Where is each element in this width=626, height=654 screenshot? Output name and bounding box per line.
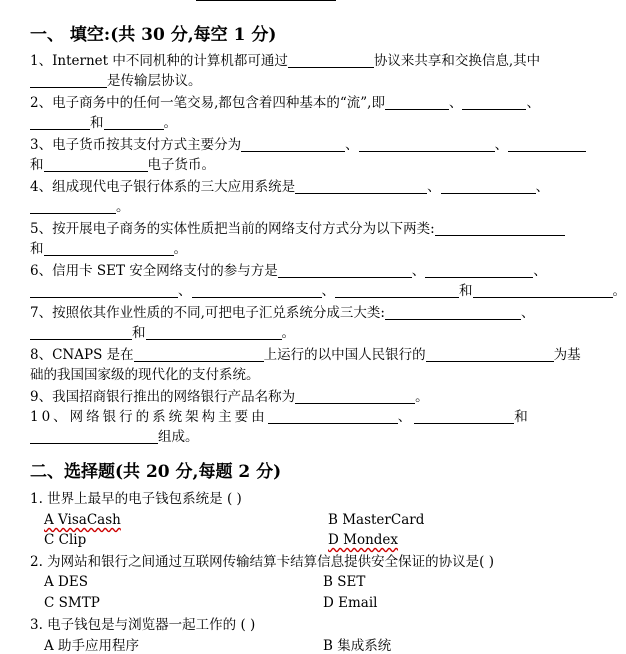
choice-2-option-b: B SET <box>323 574 366 590</box>
question-8-line-1: 8、CNAPS 是在 上运行的以中国人民银行的 为基 <box>30 347 581 363</box>
top-rule <box>196 0 336 1</box>
question-4-line-1: 4、组成现代电子银行体系的三大应用系统是 、 、 <box>30 179 550 195</box>
question-6-line-2: 、 、 和 。 <box>30 282 626 300</box>
choice-1-option-b: B MasterCard <box>328 512 425 528</box>
question-8-line-2: 础的我国国家级的现代化的支付系统。 <box>30 367 260 383</box>
question-10-line-2: 组成。 <box>30 428 199 446</box>
section-2-title: 二、选择题(共 20 分,每题 2 分) <box>30 462 282 482</box>
question-5-line-2: 和 。 <box>30 241 187 257</box>
choice-1-option-a: A VisaCash <box>44 512 121 528</box>
choice-question-1: 1. 世界上最早的电子钱包系统是 ( ) <box>30 491 242 507</box>
choice-3-option-b: B 集成系统 <box>323 638 392 654</box>
question-7-line-2: 和 。 <box>30 324 295 342</box>
question-3-line-1: 3、电子货币按其支付方式主要分为 、 、 <box>30 136 586 154</box>
choice-1-option-d: D Mondex <box>328 532 399 548</box>
question-4-line-2: 。 <box>30 198 130 216</box>
section-1-title: 一、 填空:(共 30 分,每空 1 分) <box>30 25 277 45</box>
choice-1-option-c: C Clip <box>44 532 87 548</box>
question-6-line-1: 6、信用卡 SET 安全网络支付的参与方是 、 、 <box>30 263 547 279</box>
question-2-line-1: 2、电子商务中的任何一笔交易,都包含着四种基本的“流”,即 、 、 <box>30 95 540 111</box>
choice-3-option-a: A 助手应用程序 <box>44 638 140 654</box>
choice-2-option-a: A DES <box>44 574 88 590</box>
question-7-line-1: 7、按照依其作业性质的不同,可把电子汇兑系统分成三大类: 、 <box>30 305 535 321</box>
question-5-line-1: 5、按开展电子商务的实体性质把当前的网络支付方式分为以下两类: <box>30 220 565 238</box>
question-2-line-2: 和 。 <box>30 114 177 132</box>
question-1-line-2: 是传输层协议。 <box>30 72 202 90</box>
choice-question-2: 2. 为网站和银行之间通过互联网传输结算卡结算信息提供安全保证的协议是( ) <box>30 554 494 570</box>
choice-2-option-c: C SMTP <box>44 595 100 611</box>
question-9-line-1: 9、我国招商银行推出的网络银行产品名称为 。 <box>30 389 429 405</box>
question-1-line-1: 1、Internet 中不同机种的计算机都可通过 协议来共享和交换信息,其中 <box>30 53 541 69</box>
choice-2-option-d: D Email <box>323 595 378 611</box>
question-3-line-2: 和 电子货币。 <box>30 157 215 173</box>
question-10-line-1: 10、网络银行的系统架构主要由 、 和 <box>30 409 531 425</box>
choice-question-3: 3. 电子钱包是与浏览器一起工作的 ( ) <box>30 617 256 633</box>
